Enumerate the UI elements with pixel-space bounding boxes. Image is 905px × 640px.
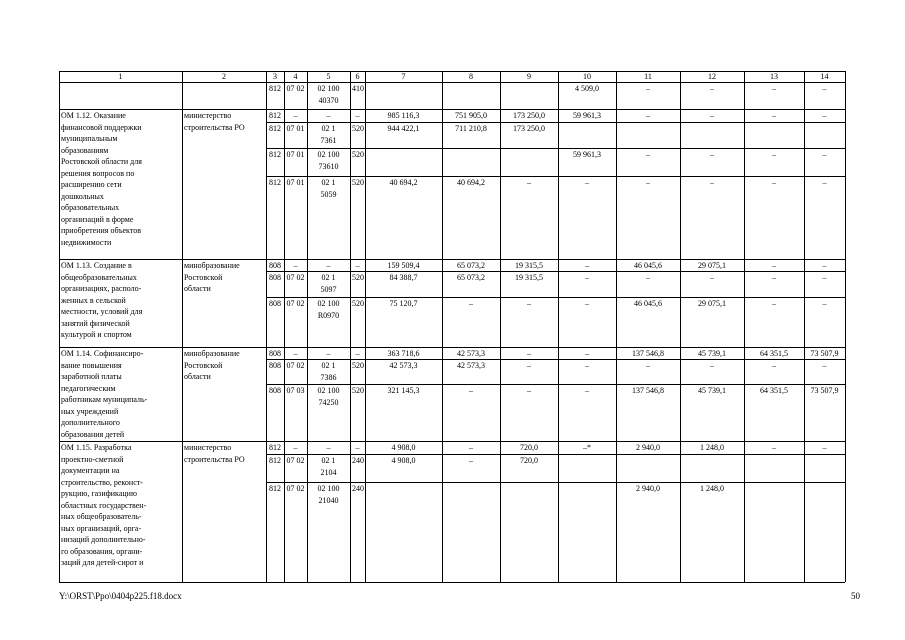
- table-cell: –: [527, 386, 531, 395]
- table-cell: 42 573,3: [457, 349, 485, 358]
- table-cell: 1 248,0: [700, 484, 724, 493]
- header-cell-10: 10: [583, 72, 591, 81]
- table-cell: –: [527, 361, 531, 370]
- table-cell: –: [585, 261, 589, 270]
- table-cell: 159 509,4: [387, 261, 420, 270]
- table-cell: 84 388,7: [389, 273, 418, 282]
- table-cell: –: [469, 456, 473, 465]
- table-cell: –: [710, 150, 714, 159]
- table-cell: –*: [583, 443, 591, 452]
- table-cell: –: [710, 84, 714, 93]
- table-cell: –: [772, 178, 776, 187]
- table-cell: 808: [269, 299, 281, 308]
- table-cell: 42 573,3: [389, 361, 418, 370]
- table-cell: –: [710, 361, 714, 370]
- table-cell: 02 1 7386: [320, 361, 337, 382]
- executor-name: минобразование Ростовской области: [184, 349, 240, 381]
- table-cell: 65 073,2: [457, 261, 485, 270]
- table-cell: 73 507,9: [810, 349, 839, 358]
- table-cell: 07 03: [286, 386, 305, 395]
- table-cell: 2 940,0: [636, 484, 660, 493]
- executor-name: министерство строительства РО: [184, 443, 245, 464]
- table-cell: 64 351,5: [760, 349, 788, 358]
- executor-name: министерство строительства РО: [184, 111, 245, 132]
- table-cell: –: [293, 261, 298, 270]
- table-cell: 40 694,2: [457, 178, 485, 187]
- table-cell: 07 02: [286, 484, 305, 493]
- table-top-border: [59, 71, 845, 72]
- table-cell: 4 509,0: [575, 84, 599, 93]
- table-cell: 02 1 5059: [320, 178, 337, 199]
- table-cell: 812: [269, 484, 281, 493]
- table-cell: 07 01: [286, 150, 305, 159]
- table-cell: 07 02: [286, 273, 305, 282]
- table-cell: 808: [269, 261, 281, 270]
- table-cell: 07 02: [286, 299, 305, 308]
- table-cell: 812: [269, 124, 281, 133]
- table-cell: 07 01: [286, 178, 305, 187]
- table-cell: 812: [269, 456, 281, 465]
- header-cell-1: 1: [118, 72, 123, 81]
- table-cell: 45 739,1: [698, 386, 726, 395]
- table-cell: –: [585, 299, 589, 308]
- table-cell: 07 02: [286, 361, 305, 370]
- table-cell: –: [469, 386, 473, 395]
- table-cell: 520: [352, 124, 364, 133]
- table-cell: –: [293, 443, 298, 452]
- table-cell: –: [772, 111, 776, 120]
- table-cell: –: [822, 361, 827, 370]
- table-cell: –: [527, 178, 531, 187]
- table-cell: 02 100 21040: [317, 484, 340, 505]
- footer-file-path: Y:\ORST\Ppo\0404p225.f18.docx: [59, 591, 182, 601]
- header-cell-3: 3: [273, 72, 277, 81]
- table-cell: 520: [352, 178, 364, 187]
- table-cell: –: [772, 361, 776, 370]
- table-cell: 808: [269, 386, 281, 395]
- table-cell: 02 1 7361: [320, 124, 337, 145]
- table-cell: –: [585, 349, 589, 358]
- table-cell: 240: [352, 484, 364, 493]
- table-cell: –: [585, 361, 589, 370]
- table-cell: 720,0: [520, 456, 538, 465]
- table-cell: –: [772, 273, 776, 282]
- header-cell-13: 13: [770, 72, 778, 81]
- header-cell-7: 7: [401, 72, 406, 81]
- table-cell: –: [326, 111, 331, 120]
- table-cell: 812: [269, 178, 281, 187]
- budget-table: [59, 71, 845, 582]
- table-cell: –: [355, 443, 360, 452]
- table-cell: –: [822, 443, 827, 452]
- table-cell: –: [355, 261, 360, 270]
- header-cell-5: 5: [326, 72, 331, 81]
- header-cell-11: 11: [644, 72, 652, 81]
- table-cell: –: [355, 111, 360, 120]
- table-cell: 46 045,6: [634, 261, 662, 270]
- table-cell: 07 02: [286, 84, 305, 93]
- table-cell: –: [822, 261, 827, 270]
- table-cell: 985 116,3: [387, 111, 420, 120]
- table-cell: 29 075,1: [698, 299, 726, 308]
- table-cell: 02 1 2104: [320, 456, 337, 477]
- table-cell: 02 1 5097: [320, 273, 337, 294]
- executor-name: минобразование Ростовской области: [184, 261, 240, 293]
- table-cell: 02 100 73610: [317, 150, 340, 171]
- table-cell: –: [772, 84, 776, 93]
- table-cell: –: [646, 111, 650, 120]
- table-cell: 59 961,3: [573, 150, 601, 159]
- table-cell: –: [469, 443, 473, 452]
- table-cell: 19 315,5: [515, 273, 543, 282]
- table-cell: 07 01: [286, 124, 305, 133]
- header-cell-6: 6: [355, 72, 360, 81]
- table-cell: –: [710, 273, 714, 282]
- table-cell: –: [326, 349, 331, 358]
- header-cell-8: 8: [469, 72, 473, 81]
- header-cell-9: 9: [527, 72, 531, 81]
- table-cell: 808: [269, 273, 281, 282]
- table-cell: –: [822, 273, 827, 282]
- table-cell: 410: [352, 84, 364, 93]
- table-cell: 73 507,9: [810, 386, 839, 395]
- table-cell: 64 351,5: [760, 386, 788, 395]
- measure-name: ОМ 1.15. Разработка проектно-сметной документации на строительство, реконст- рукцию, газификацию областных государствен- ных общеобразователь- ных организаций, орга- низаций дополнительно- го образования, органи- заций для детей-сирот и: [61, 443, 147, 567]
- table-cell: 520: [352, 273, 364, 282]
- table-cell: –: [527, 349, 531, 358]
- table-cell: 711 210,8: [455, 124, 487, 133]
- table-cell: 520: [352, 150, 364, 159]
- table-cell: –: [326, 261, 331, 270]
- table-cell: 75 120,7: [389, 299, 418, 308]
- column-border: [845, 71, 846, 582]
- table-cell: 45 739,1: [698, 349, 726, 358]
- measure-name: ОМ 1.14. Софинансиро- вание повышения заработной платы педагогическим работникам муниципаль- ных учреждений дополнительного образования детей: [61, 349, 148, 439]
- measure-name: ОМ 1.12. Оказание финансовой поддержки муниципальным образованиям Ростовской области для решения вопросов по расширению сети дошкольных образовательных организаций в форме приобретения объектов недвижимости: [61, 111, 142, 247]
- header-cell-4: 4: [293, 72, 298, 81]
- table-cell: 02 100 40370: [317, 84, 340, 105]
- table-cell: 46 045,6: [634, 299, 662, 308]
- table-cell: 02 100 74250: [317, 386, 340, 407]
- table-cell: 4 908,0: [391, 456, 416, 465]
- footer-page-number: 50: [851, 591, 860, 601]
- table-cell: –: [822, 150, 827, 159]
- table-cell: 19 315,5: [515, 261, 543, 270]
- table-cell: 42 573,3: [457, 361, 485, 370]
- table-cell: –: [646, 273, 650, 282]
- table-cell: 2 940,0: [636, 443, 660, 452]
- table-cell: –: [585, 178, 589, 187]
- table-cell: 240: [352, 456, 364, 465]
- table-cell: 520: [352, 299, 364, 308]
- table-cell: 321 145,3: [387, 386, 420, 395]
- table-cell: 520: [352, 386, 364, 395]
- table-cell: 812: [269, 443, 281, 452]
- header-cell-2: 2: [222, 72, 226, 81]
- table-cell: 812: [269, 111, 281, 120]
- table-cell: 812: [269, 150, 281, 159]
- table-cell: 720,0: [520, 443, 538, 452]
- table-cell: –: [527, 299, 531, 308]
- measure-name: ОМ 1.13. Создание в общеобразовательных организациях, располо- женных в сельской местности, условий для занятий физической культурой и спортом: [61, 261, 143, 339]
- table-cell: 1 248,0: [700, 443, 724, 452]
- table-cell: 137 546,8: [632, 349, 664, 358]
- table-cell: 363 718,6: [387, 349, 420, 358]
- table-cell: 173 250,0: [513, 124, 545, 133]
- table-cell: –: [646, 150, 650, 159]
- table-bottom-border: [59, 582, 845, 583]
- header-cell-12: 12: [708, 72, 716, 81]
- table-cell: –: [822, 178, 827, 187]
- table-cell: 808: [269, 349, 281, 358]
- table-cell: –: [822, 84, 827, 93]
- table-cell: 40 694,2: [389, 178, 418, 187]
- table-cell: –: [822, 299, 827, 308]
- table-cell: 751 905,0: [455, 111, 487, 120]
- table-cell: 808: [269, 361, 281, 370]
- table-cell: 07 02: [286, 456, 305, 465]
- table-cell: 137 546,8: [632, 386, 664, 395]
- header-cell-14: 14: [820, 72, 829, 81]
- table-cell: 29 075,1: [698, 261, 726, 270]
- table-cell: –: [772, 299, 776, 308]
- table-cell: –: [355, 349, 360, 358]
- table-cell: –: [772, 443, 776, 452]
- table-cell: 812: [269, 84, 281, 93]
- table-cell: 59 961,3: [573, 111, 601, 120]
- table-cell: –: [293, 111, 298, 120]
- table-cell: 65 073,2: [457, 273, 485, 282]
- table-cell: –: [293, 349, 298, 358]
- table-cell: –: [646, 178, 650, 187]
- table-cell: –: [646, 84, 650, 93]
- table-cell: –: [469, 299, 473, 308]
- table-cell: 520: [352, 361, 364, 370]
- table-cell: –: [326, 443, 331, 452]
- table-cell: –: [585, 273, 589, 282]
- table-cell: –: [822, 111, 827, 120]
- table-cell: 944 422,1: [387, 124, 420, 133]
- table-cell: –: [772, 261, 776, 270]
- table-cell: 4 908,0: [391, 443, 416, 452]
- table-cell: –: [710, 111, 714, 120]
- table-cell: 02 100 R0970: [317, 299, 340, 320]
- table-cell: –: [772, 150, 776, 159]
- table-cell: –: [646, 361, 650, 370]
- table-cell: 173 250,0: [513, 111, 545, 120]
- table-cell: –: [585, 386, 589, 395]
- table-cell: –: [710, 178, 714, 187]
